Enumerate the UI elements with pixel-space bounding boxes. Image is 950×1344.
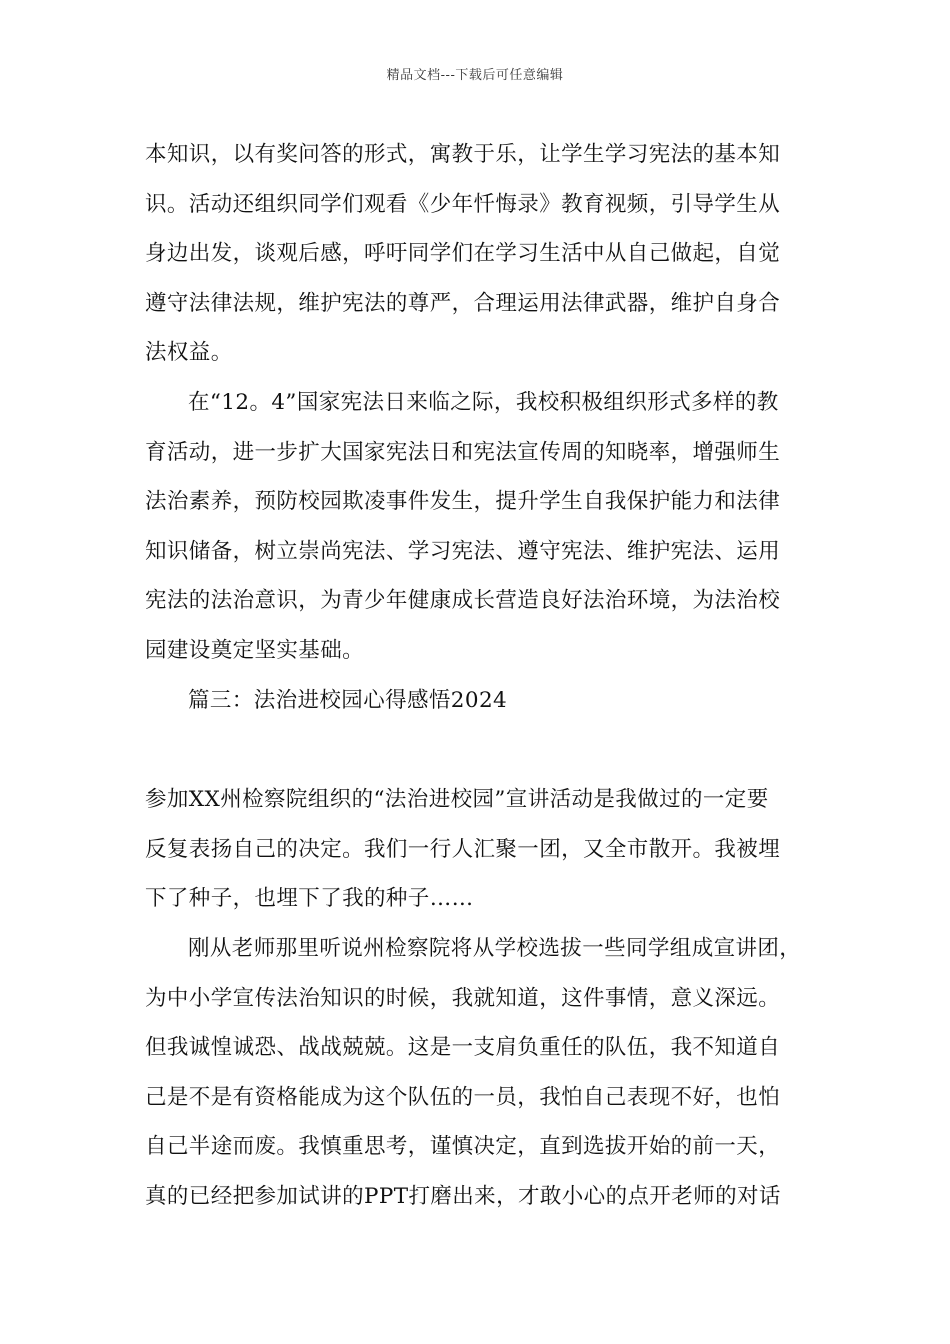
blank-gap bbox=[145, 725, 810, 775]
text-line: 法权益。 bbox=[145, 340, 233, 366]
text-line: 园建设奠定坚实基础。 bbox=[145, 637, 365, 663]
text-line: 遵守法律法规，维护宪法的尊严，合理运用法律武器，维护自身合 bbox=[145, 290, 781, 316]
text-line: 己是不是有资格能成为这个队伍的一员，我怕自己表现不好，也怕 bbox=[145, 1084, 781, 1110]
text-line: 下了种子，也埋下了我的种子…… bbox=[145, 886, 474, 912]
text-line: 育活动，进一步扩大国家宪法日和宪法宣传周的知晓率，增强师生 bbox=[145, 439, 781, 465]
text-line: 自己半途而废。我慎重思考，谨慎决定，直到选拔开始的前一天， bbox=[145, 1134, 781, 1160]
text-line: 在“12。4”国家宪法日来临之际，我校积极组织形式多样的教 bbox=[188, 389, 779, 415]
text-line: 为中小学宣传法治知识的时候，我就知道，这件事情，意义深远。 bbox=[145, 985, 781, 1011]
document-body bbox=[145, 130, 810, 1221]
text-line: 本知识，以有奖问答的形式，寓教于乐，让学生学习宪法的基本知 bbox=[145, 142, 781, 167]
text-line: 知识储备，树立崇尚宪法、学习宪法、遵守宪法、维护宪法、运用 bbox=[145, 538, 781, 564]
text-line: 真的已经把参加试讲的PPT打磨出来，才敢小心的点开老师的对话 bbox=[145, 1183, 781, 1209]
text-line: 但我诚惶诚恐、战战兢兢。这是一支肩负重任的队伍，我不知道自 bbox=[145, 1035, 781, 1061]
text-line: 反复表扬自己的决定。我们一行人汇聚一团，又全市散开。我被埋 bbox=[145, 836, 781, 862]
text-line: 法治素养，预防校园欺凌事件发生，提升学生自我保护能力和法律 bbox=[145, 489, 781, 515]
page-header: 精品文档---下载后可任意编辑 bbox=[386, 68, 564, 83]
text-line: 识。活动还组织同学们观看《少年忏悔录》教育视频，引导学生从 bbox=[145, 191, 781, 217]
text-line: 刚从老师那里听说州检察院将从学校选拔一些同学组成宣讲团， bbox=[188, 935, 802, 961]
text-line: 身边出发，谈观后感，呼吁同学们在学习生活中从自己做起，自觉 bbox=[145, 241, 781, 267]
section-heading: 篇三：法治进校园心得感悟2024 bbox=[188, 687, 508, 713]
text-line: 宪法的法治意识，为青少年健康成长营造良好法治环境，为法治校 bbox=[145, 588, 781, 614]
text-line: 参加XX州检察院组织的“法治进校园”宣讲活动是我做过的一定要 bbox=[145, 787, 769, 813]
